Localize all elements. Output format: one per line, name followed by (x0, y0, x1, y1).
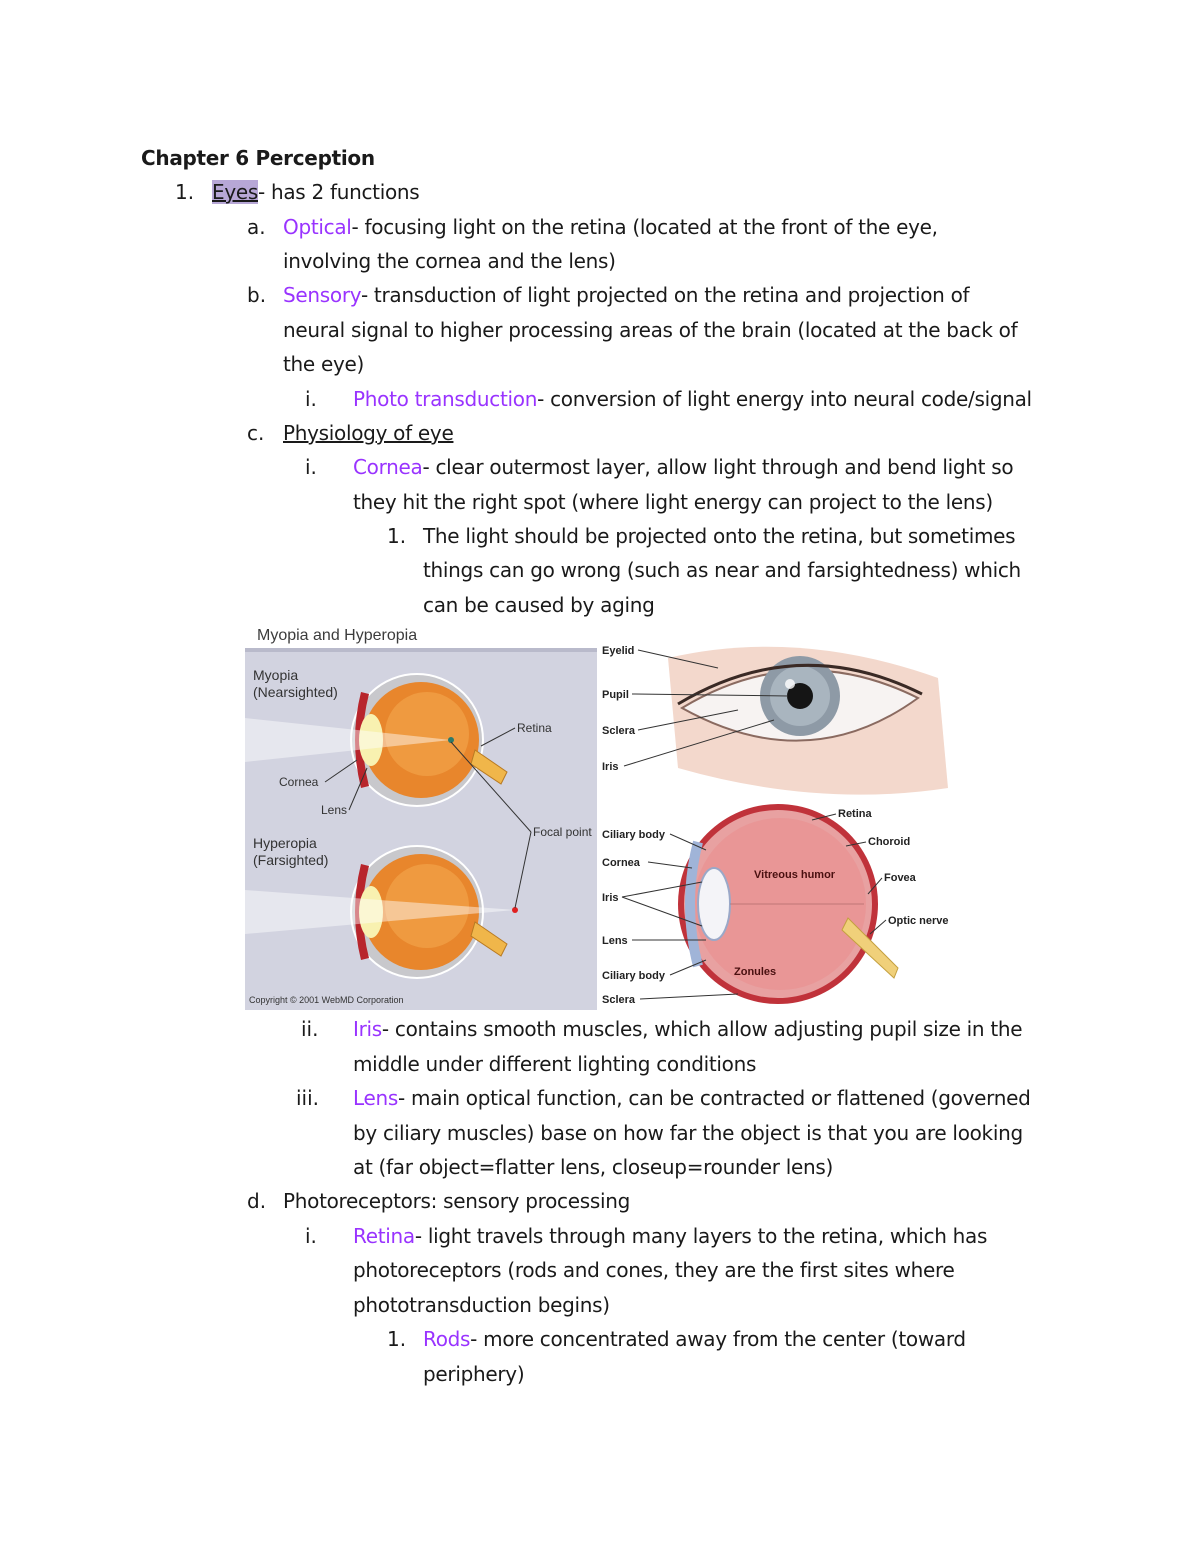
item-text: - conversion of light energy into neural code/signal (537, 387, 1032, 411)
list-item-retina (353, 1219, 987, 1253)
term-eyes: Eyes (212, 180, 258, 204)
item-text-cont: they hit the right spot (where light energy can project to the lens) (353, 490, 993, 514)
label-iris: Iris (602, 892, 619, 904)
label-retina: Retina (838, 808, 872, 820)
term-rods: Rods (423, 1327, 471, 1351)
item-text-cont: periphery) (423, 1362, 525, 1386)
list-marker: b. (247, 283, 267, 307)
label-choroid: Choroid (868, 836, 911, 848)
page-title: Chapter 6 Perception (141, 146, 375, 170)
label-iris: Iris (602, 761, 619, 773)
term-photo-transduction: Photo transduction (353, 387, 538, 411)
label-lens: Lens (602, 935, 628, 947)
figure-title: Myopia and Hyperopia (257, 627, 418, 644)
eye-anatomy-figure (598, 798, 962, 1010)
list-marker: i. (305, 455, 317, 479)
external-eye-figure (598, 638, 962, 798)
item-text: - more concentrated away from the center (toward (470, 1327, 966, 1351)
list-item-light: The light should be projected onto the retina, but sometimes (423, 524, 1016, 548)
term-sensory: Sensory (283, 283, 361, 307)
label-eyelid: Eyelid (602, 645, 635, 657)
list-item-rods (423, 1322, 966, 1356)
list-marker: a. (247, 215, 266, 239)
item-text-cont: photoreceptors (rods and cones, they are the first sites where (353, 1258, 955, 1282)
label-nearsighted: (Nearsighted) (253, 684, 338, 700)
list-marker: ii. (301, 1017, 319, 1041)
item-text-cont: by ciliary muscles) base on how far the object is that you are looking (353, 1121, 1023, 1145)
item-text: - main optical function, can be contracted or flattened (governed (398, 1086, 1031, 1110)
item-text-cont: involving the cornea and the lens) (283, 249, 616, 273)
term-retina: Retina (353, 1224, 415, 1248)
item-text-cont: can be caused by aging (423, 593, 655, 617)
item-text: - focusing light on the retina (located at the front of the eye, (351, 215, 938, 239)
label-farsighted: (Farsighted) (253, 852, 329, 868)
label-sclera: Sclera (602, 725, 636, 737)
list-item-photo (353, 382, 1032, 416)
label-myopia: Myopia (253, 667, 299, 683)
list-item-eyes (212, 175, 419, 209)
myopia-hyperopia-figure (245, 622, 597, 1010)
list-item-optical (283, 210, 938, 244)
term-optical: Optical (283, 215, 352, 239)
item-text: - clear outermost layer, allow light through and bend light so (422, 455, 1014, 479)
label-zonules: Zonules (734, 966, 777, 978)
label-lens: Lens (321, 803, 348, 817)
label-cornea: Cornea (602, 857, 640, 869)
label-fovea: Fovea (884, 872, 916, 884)
label-focal-point: Focal point (533, 825, 592, 839)
list-marker: c. (247, 421, 265, 445)
figure-copyright: Copyright © 2001 WebMD Corporation (249, 995, 404, 1005)
label-sclera: Sclera (602, 994, 636, 1006)
label-retina: Retina (517, 721, 552, 735)
item-text-cont: the eye) (283, 352, 365, 376)
term-cornea: Cornea (353, 455, 423, 479)
heading-photoreceptors: Photoreceptors: sensory processing (283, 1189, 631, 1213)
term-iris: Iris (353, 1017, 382, 1041)
item-text-cont: neural signal to higher processing areas of the brain (located at the back of (283, 318, 1018, 342)
term-lens: Lens (353, 1086, 398, 1110)
item-text: - has 2 functions (258, 180, 420, 204)
item-text-cont: middle under different lighting conditions (353, 1052, 757, 1076)
label-hyperopia: Hyperopia (253, 835, 317, 851)
list-item-iris (353, 1012, 1022, 1046)
list-number: 1. (387, 1327, 407, 1351)
item-text: - contains smooth muscles, which allow adjusting pupil size in the (381, 1017, 1023, 1041)
list-number: 1. (175, 180, 195, 204)
list-item-sensory (283, 278, 969, 312)
label-ciliary-body-bottom: Ciliary body (602, 970, 665, 982)
item-text: - transduction of light projected on the retina and projection of (360, 283, 970, 307)
label-ciliary-body-top: Ciliary body (602, 829, 665, 841)
list-item-lens (353, 1081, 1031, 1115)
list-item-cornea (353, 450, 1013, 484)
list-number: 1. (387, 524, 407, 548)
item-text-cont: phototransduction begins) (353, 1293, 610, 1317)
list-marker: iii. (296, 1086, 320, 1110)
item-text: - light travels through many layers to the retina, which has (414, 1224, 988, 1248)
list-marker: i. (305, 387, 317, 411)
item-text-cont: things can go wrong (such as near and farsightedness) which (423, 558, 1021, 582)
heading-physiology: Physiology of eye (283, 421, 454, 445)
label-cornea: Cornea (279, 775, 319, 789)
label-optic-nerve: Optic nerve (888, 915, 949, 927)
list-marker: d. (247, 1189, 267, 1213)
list-marker: i. (305, 1224, 317, 1248)
label-pupil: Pupil (602, 689, 629, 701)
label-vitreous-humor: Vitreous humor (754, 869, 836, 881)
item-text-cont: at (far object=flatter lens, closeup=rounder lens) (353, 1155, 833, 1179)
